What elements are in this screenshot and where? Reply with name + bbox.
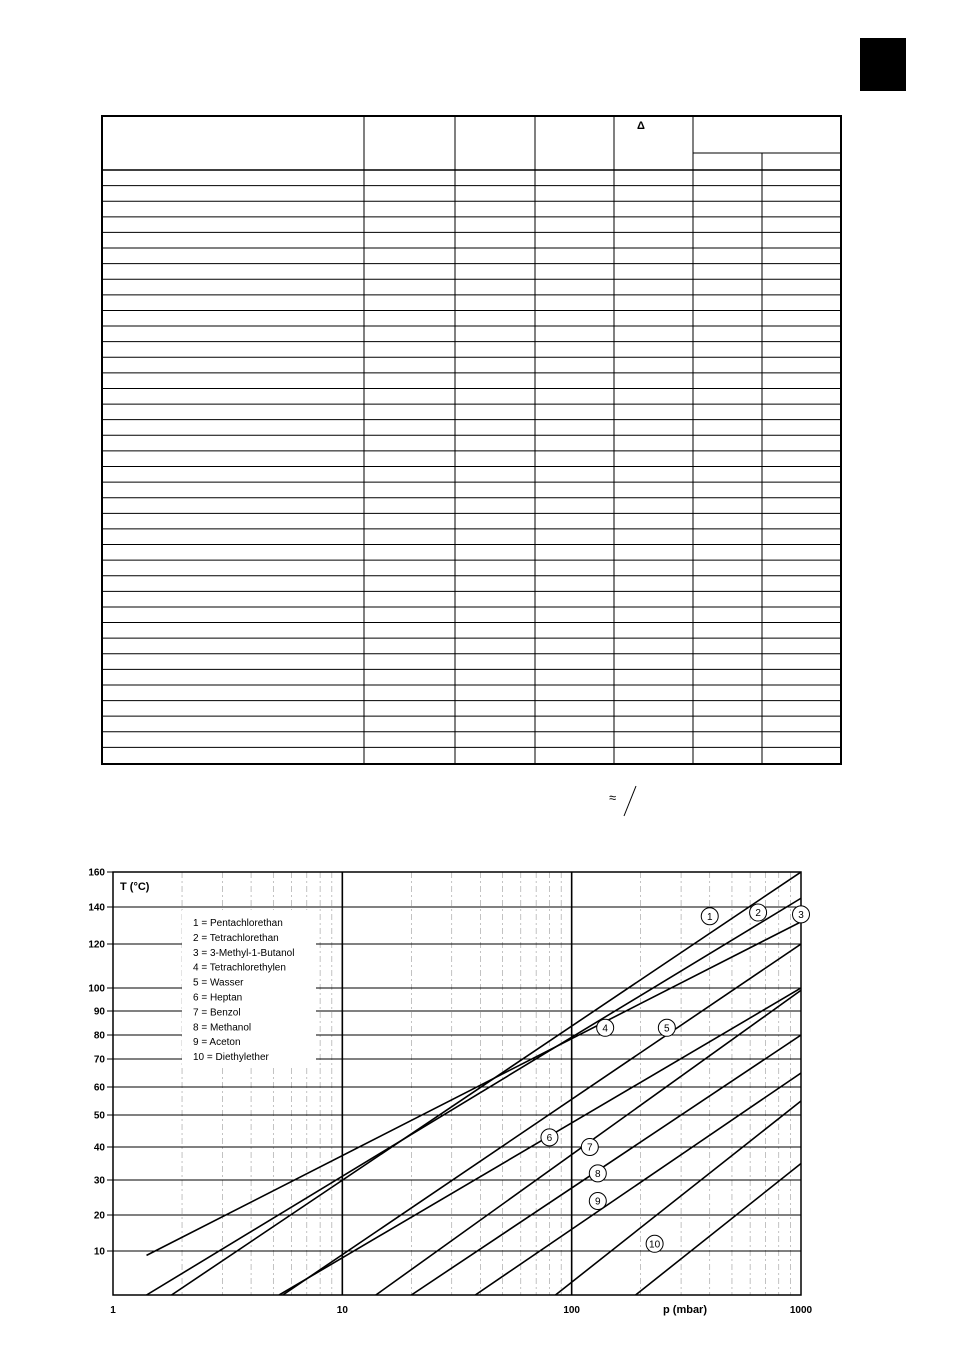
series-line-5: [279, 988, 801, 1295]
slash-mark: [620, 784, 640, 818]
x-tick-label: 100: [563, 1305, 581, 1316]
series-label-10: [646, 1235, 663, 1252]
series-line-7: [411, 1035, 801, 1295]
series-label-text: 2: [755, 908, 761, 920]
series-label-text: 8: [595, 1168, 601, 1180]
series-label-2: [750, 904, 767, 921]
series-label-1: [701, 908, 718, 925]
series-label-7: [581, 1139, 598, 1156]
legend-entry: 1 = Pentachlorethan: [193, 918, 283, 929]
series-label-text: 4: [602, 1023, 608, 1035]
legend-entry: 3 = 3-Methyl-1-Butanol: [193, 947, 295, 959]
legend: [182, 910, 316, 1068]
data-table: [101, 115, 842, 765]
y-tick-label: 100: [88, 983, 105, 995]
series-label-9: [589, 1193, 606, 1210]
section-marker-block: [860, 38, 906, 91]
table-grid: [103, 117, 844, 767]
legend-entry: 9 = Aceton: [193, 1037, 241, 1049]
series-label-text: 1: [706, 911, 713, 923]
y-axis-title: T (°C): [120, 881, 150, 893]
series-label-5: [658, 1019, 675, 1036]
y-tick-label: 50: [93, 1110, 105, 1122]
x-tick-label: 1000: [789, 1305, 813, 1316]
legend-entry: 10 = Diethylether: [193, 1052, 269, 1064]
series-label-text: 9: [595, 1196, 601, 1208]
x-axis-title: p (mbar): [663, 1304, 707, 1316]
series-label-text: 6: [546, 1132, 553, 1144]
series-label-3: [793, 906, 810, 923]
y-tick-label: 120: [88, 939, 105, 951]
vapor-pressure-chart: [0, 860, 954, 1330]
series-label-6: [541, 1129, 558, 1146]
y-tick-label: 140: [88, 902, 105, 914]
y-tick-label: 40: [93, 1142, 105, 1154]
series-label-text: 7: [587, 1142, 593, 1154]
y-tick-label: 30: [93, 1175, 105, 1187]
series-label-text: 5: [664, 1023, 670, 1035]
y-tick-label: 160: [88, 867, 105, 879]
y-tick-label: 80: [93, 1030, 105, 1042]
y-tick-label: 10: [93, 1246, 105, 1258]
series-label-8: [589, 1165, 606, 1182]
x-tick-label: 10: [336, 1305, 348, 1316]
legend-entry: 8 = Methanol: [193, 1022, 252, 1034]
y-tick-label: 60: [93, 1082, 105, 1094]
series-label-text: 10: [649, 1239, 661, 1251]
series-label-text: 3: [798, 909, 804, 921]
legend-entry: 4 = Tetrachlorethylen: [193, 962, 286, 974]
legend-entry: 7 = Benzol: [193, 1007, 241, 1019]
delta-symbol: Δ: [637, 120, 645, 132]
y-tick-label: 90: [93, 1006, 105, 1018]
x-tick-label: 1: [110, 1305, 116, 1316]
series-line-10: [636, 1164, 801, 1296]
series-line-4: [283, 944, 801, 1295]
y-tick-label: 20: [93, 1210, 105, 1222]
approx-symbol: ≈: [609, 790, 617, 805]
legend-entry: 6 = Heptan: [193, 992, 243, 1004]
legend-entry: 2 = Tetrachlorethan: [193, 932, 279, 944]
y-tick-label: 70: [93, 1054, 105, 1066]
series-label-4: [597, 1019, 614, 1036]
legend-entry: 5 = Wasser: [193, 977, 244, 989]
